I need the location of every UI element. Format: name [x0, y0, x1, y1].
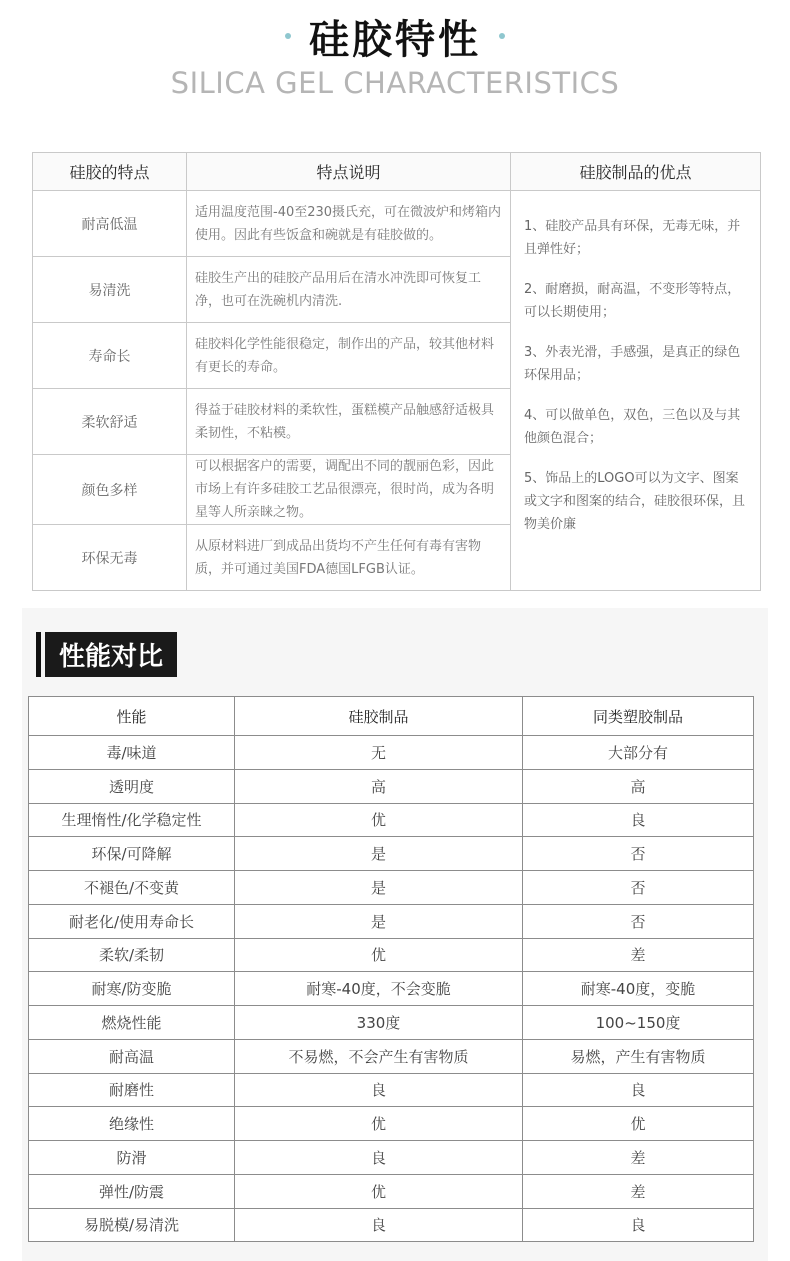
heading-accent-bar [36, 632, 41, 677]
silicone-value-cell: 是 [235, 837, 523, 871]
silicone-value-cell: 优 [235, 803, 523, 837]
property-cell: 透明度 [29, 769, 235, 803]
feature-name: 易清洗 [33, 257, 187, 323]
plastic-value-cell: 100~150度 [523, 1006, 754, 1040]
silicone-value-cell: 高 [235, 769, 523, 803]
table-row [29, 1174, 754, 1208]
silicone-value-cell: 良 [235, 1141, 523, 1175]
column-header: 性能 [29, 697, 235, 736]
column-header: 硅胶制品 [235, 697, 523, 736]
property-cell: 毒/味道 [29, 736, 235, 770]
plastic-value-cell: 良 [523, 1073, 754, 1107]
feature-description: 硅胶生产出的硅胶产品用后在清水冲洗即可恢复工净，也可在洗碗机内清洗. [187, 257, 511, 323]
silicone-value-cell: 不易燃，不会产生有害物质 [235, 1039, 523, 1073]
property-cell: 不褪色/不变黄 [29, 871, 235, 905]
table-row [29, 803, 754, 837]
page-title: 硅胶特性 [309, 16, 481, 63]
silicone-value-cell: 无 [235, 736, 523, 770]
column-header: 同类塑胶制品 [523, 697, 754, 736]
table-row [29, 736, 754, 770]
plastic-value-cell: 大部分有 [523, 736, 754, 770]
column-header: 硅胶的特点 [33, 153, 187, 191]
feature-name: 颜色多样 [33, 455, 187, 525]
silicone-value-cell: 优 [235, 1174, 523, 1208]
property-cell: 耐寒/防变脆 [29, 972, 235, 1006]
plastic-value-cell: 否 [523, 837, 754, 871]
characteristics-header-row [33, 153, 761, 191]
plastic-value-cell: 差 [523, 938, 754, 972]
property-cell: 生理惰性/化学稳定性 [29, 803, 235, 837]
property-cell: 易脱模/易清洗 [29, 1208, 235, 1242]
page-subtitle: SILICA GEL CHARACTERISTICS [170, 66, 620, 100]
advantage-item: 1、硅胶产品具有环保，无毒无味，并且弹性好； [524, 219, 741, 257]
plastic-value-cell: 差 [523, 1174, 754, 1208]
silicone-value-cell: 是 [235, 904, 523, 938]
property-cell: 耐磨性 [29, 1073, 235, 1107]
property-cell: 弹性/防震 [29, 1174, 235, 1208]
silicone-value-cell: 是 [235, 871, 523, 905]
comparison-table [28, 696, 754, 1242]
feature-description: 得益于硅胶材料的柔软性，蛋糕模产品触感舒适极具柔韧性，不粘模。 [187, 389, 511, 455]
plastic-value-cell: 否 [523, 904, 754, 938]
property-cell: 环保/可降解 [29, 837, 235, 871]
table-row [29, 1208, 754, 1242]
advantage-item: 4、可以做单色，双色，三色以及与其他颜色混合； [524, 408, 741, 446]
table-row [29, 769, 754, 803]
comparison-section-heading [36, 632, 177, 677]
table-row [29, 938, 754, 972]
feature-description: 硅胶料化学性能很稳定，制作出的产品，较其他材料有更长的寿命。 [187, 323, 511, 389]
advantage-item: 5、饰品上的LOGO可以为文字、图案或文字和图案的结合，硅胶很环保，且物美价廉 [524, 471, 746, 532]
feature-description: 从原材料进厂到成品出货均不产生任何有毒有害物质，并可通过美国FDA德国LFGB认证。 [187, 525, 511, 591]
column-header: 特点说明 [187, 153, 511, 191]
feature-name: 环保无毒 [33, 525, 187, 591]
silicone-value-cell: 330度 [235, 1006, 523, 1040]
advantage-item: 3、外表光滑，手感强，是真正的绿色环保用品； [524, 345, 741, 383]
plastic-value-cell: 良 [523, 803, 754, 837]
comparison-header-row [29, 697, 754, 736]
table-row [29, 871, 754, 905]
advantage-item: 2、耐磨损，耐高温，不变形等特点，可以长期使用； [524, 282, 741, 320]
property-cell: 耐老化/使用寿命长 [29, 904, 235, 938]
table-row [29, 972, 754, 1006]
plastic-value-cell: 高 [523, 769, 754, 803]
table-row [29, 1073, 754, 1107]
feature-name: 耐高低温 [33, 191, 187, 257]
plastic-value-cell: 否 [523, 871, 754, 905]
feature-description: 可以根据客户的需要，调配出不同的靓丽色彩，因此市场上有许多硅胶工艺品很漂亮，很时尚，成为各明星等人所亲睐之物。 [187, 455, 511, 525]
property-cell: 耐高温 [29, 1039, 235, 1073]
feature-name: 柔软舒适 [33, 389, 187, 455]
comparison-title: 性能对比 [45, 632, 177, 677]
property-cell: 绝缘性 [29, 1107, 235, 1141]
property-cell: 柔软/柔韧 [29, 938, 235, 972]
silicone-value-cell: 良 [235, 1208, 523, 1242]
table-row [33, 191, 761, 257]
silicone-value-cell: 良 [235, 1073, 523, 1107]
column-header: 硅胶制品的优点 [511, 153, 761, 191]
silicone-value-cell: 优 [235, 938, 523, 972]
feature-name: 寿命长 [33, 323, 187, 389]
plastic-value-cell: 易燃，产生有害物质 [523, 1039, 754, 1073]
plastic-value-cell: 差 [523, 1141, 754, 1175]
property-cell: 燃烧性能 [29, 1006, 235, 1040]
silicone-value-cell: 优 [235, 1107, 523, 1141]
table-row [29, 837, 754, 871]
plastic-value-cell: 耐寒-40度，变脆 [523, 972, 754, 1006]
silicone-value-cell: 耐寒-40度，不会变脆 [235, 972, 523, 1006]
title-row [0, 8, 790, 64]
table-row [29, 1006, 754, 1040]
plastic-value-cell: 优 [523, 1107, 754, 1141]
property-cell: 防滑 [29, 1141, 235, 1175]
table-row [29, 1141, 754, 1175]
right-dot-icon [499, 33, 505, 39]
feature-description: 适用温度范围-40至230摄氏充，可在微波炉和烤箱内使用。因此有些饭盒和碗就是有硅胶做的。 [187, 191, 511, 257]
plastic-value-cell: 良 [523, 1208, 754, 1242]
table-row [29, 1039, 754, 1073]
comparison-body [29, 736, 754, 1242]
advantages-cell [511, 191, 761, 591]
left-dot-icon [285, 33, 291, 39]
table-row [29, 904, 754, 938]
characteristics-table [32, 152, 761, 591]
table-row [29, 1107, 754, 1141]
page-header [0, 0, 790, 110]
